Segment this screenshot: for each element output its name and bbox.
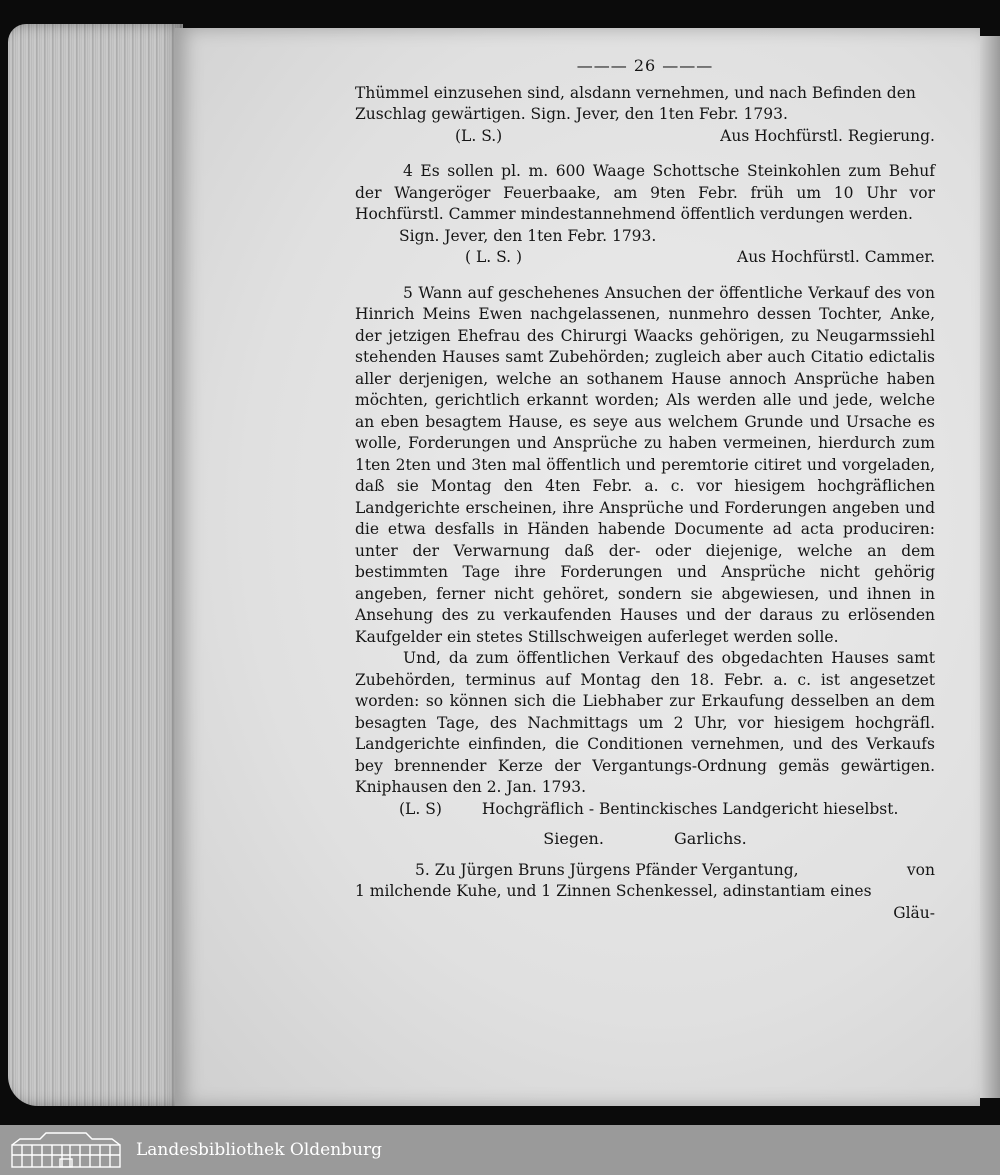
block2-signature (355, 247, 935, 269)
block4-line1 (355, 860, 935, 882)
library-name: Landesbibliothek Oldenburg (136, 1140, 383, 1160)
signer-siegen: Siegen. (543, 829, 604, 848)
library-building-logo-icon (10, 1131, 122, 1169)
page-number: ——— 26 ——— (355, 55, 935, 77)
block3-paragraph1: 5 Wann auf geschehenes Ansuchen der öffentliche Verkauf des von Hinrich Meins Ewen nachgelassenen, nunmehro dessen Tochter, Anke, der jetzigen Ehefrau des Chirurgi Waacks gehörigen, zu Neugarmssiehl stehenden Hauses samt Zubehörden; zugleich aber auch Citatio edictalis aller derjenigen, welche an sothanem Hause annoch Ansprüche haben möchten, gerichtlich erkannt worden; Als werden alle und jede, welche an eben besagtem Hause, es seye aus welchem Grunde und Ursache es wolle, Forderungen und Ansprüche zu haben vermeinen, hierdurch zum 1ten 2ten und 3ten mal öffentlich und peremtorie citiret und vorgeladen, daß sie Montag den 4ten Febr. a. c. vor hiesigem hochgräflichen Landgerichte erscheinen, ihre Ansprüche und Forderungen angeben und die etwa desfalls in Händen habende Documente ad acta produciren: unter der Verwarnung daß der- oder diejenige, welche an dem bestimmten Tage ihre Forderungen und Ansprüche nicht gehörig angeben, ferner nicht gehöret, sondern sie abgewiesen, und ihnen in Ansehung des zu verkaufenden Hauses und der daraus zu erlösenden Kaufgelder ein stetes Stillschweigen auferleget werden solle. (355, 283, 935, 646)
block1-seal: (L. S.) (455, 126, 503, 145)
signer-garlichs: Garlichs. (673, 829, 747, 848)
block2-sign: Sign. Jever, den 1ten Febr. 1793. (399, 226, 657, 245)
block2-seal: ( L. S. ) (465, 248, 523, 266)
library-footer (0, 1125, 1000, 1175)
block2-authority: Aus Hochfürstl. Cammer. (737, 248, 935, 266)
block4-line1-right: von (906, 860, 935, 879)
block3-seal: (L. S) (399, 799, 442, 818)
block1-signature (355, 126, 935, 148)
block4-line1-left: 5. Zu Jürgen Bruns Jürgens Pfänder Vergantung, (415, 860, 799, 879)
page-content (355, 55, 935, 924)
block3-paragraph2: Und, da zum öffentlichen Verkauf des obgedachten Hauses samt Zubehörden, terminus auf Montag den 18. Febr. a. c. ist angesetzet worden: so können sich die Liebhaber zur Erkaufung desselben an dem besagten Tage, des Nachmittags um 2 Uhr, vor hiesigem hochgräfl. Landgerichte einfinden, die Conditionen vernehmen, und des Verkaufs bey brennender Kerze der Vergantungs-Ordnung gemäs gewärtigen. Kniphausen den 2. Jan. 1793. (355, 649, 935, 796)
book-page-edges (8, 24, 183, 1106)
block3-signers (355, 828, 935, 850)
block1-line1: Thümmel einzusehen sind, alsdann vernehmen, und nach Befinden den (355, 83, 916, 102)
block1-line2: Zuschlag gewärtigen. Sign. Jever, den 1ten Febr. 1793. (355, 105, 788, 123)
block2-text: 4 Es sollen pl. m. 600 Waage Schottsche Steinkohlen zum Behuf der Wangeröger Feuerbaake, am 9ten Febr. früh um 10 Uhr vor Hochfürstl. Cammer mindestannehmend öffentlich verdungen werden. (355, 162, 935, 223)
block4-line2: 1 milchende Kuhe, und 1 Zinnen Schenkessel, adinstantiam eines (355, 882, 872, 900)
block3-authority: Hochgräflich - Bentinckisches Landgericht hieselbst. (481, 799, 899, 818)
right-page-edge (980, 36, 1000, 1098)
block1-authority: Aus Hochfürstl. Regierung. (720, 126, 935, 145)
block3-signature (355, 799, 935, 821)
catchword: Gläu- (893, 903, 935, 922)
